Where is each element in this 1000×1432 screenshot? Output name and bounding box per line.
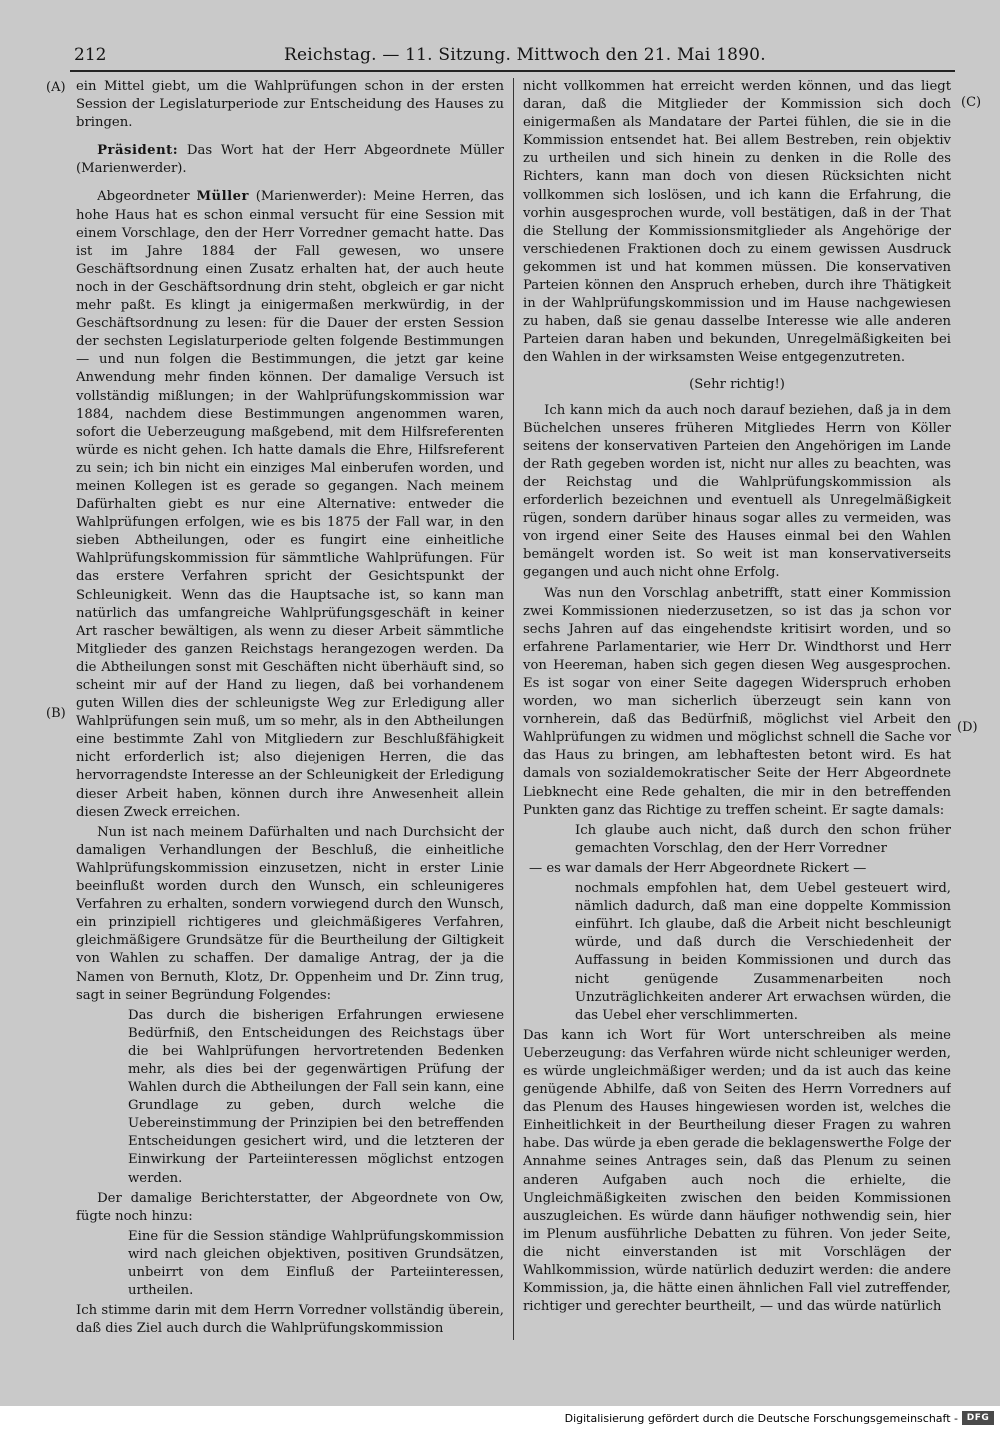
- margin-marker-a: (A): [46, 80, 66, 95]
- paragraph: ein Mittel giebt, um die Wahlprüfungen schon in der ersten Session der Legislaturperiode zur Entscheidung des Hauses zu bringen.: [76, 79, 504, 131]
- paragraph-mueller: [76, 188, 504, 821]
- paragraph-president: [76, 142, 504, 178]
- interjection: (Sehr richtig!): [689, 376, 785, 392]
- paragraph: nicht vollkommen hat erreicht werden können, und das liegt daran, daß die Mitglieder der Kommission sich doch einigermaßen als Mandatare der Partei fühlen, die sie in die Kommission entsendet hat. Bei allem Bestreben, rein objektiv zu urtheilen und sich hinein zu denken in die Rolle des Richters, kann man doch von diesen Rücksichten nicht vollkommen sich loslösen, und ich kann die Erfahrung, die vorhin ausgesprochen wurde, voll bestätigen, daß in der That die Stellung der Kommissionsmitglieder als Angehörige der verschiedenen Fraktionen doch zu einem gewissen Ausdruck gekommen ist und hat kommen müssen. Die konservativen Parteien können den Anspruch erheben, durch ihre Thätigkeit in der Wahlprüfungskommission und im Hause nachgewiesen zu haben, daß sie genau dasselbe Interesse wie alle anderen Parteien daran haben und bekunden, Unregelmäßigkeiten bei den Wahlen in der wirksamsten Weise entgegenzutreten.: [523, 79, 951, 366]
- block-quote: Ich glaube auch nicht, daß durch den schon früher gemachten Vorschlag, den der Herr Vorredner: [575, 822, 951, 856]
- paragraph-text: Das Wort hat der Herr Abgeordnete Müller (Marienwerder).: [76, 143, 504, 177]
- margin-marker-b: (B): [46, 706, 66, 721]
- paragraph: Das kann ich Wort für Wort unterschreiben als meine Ueberzeugung: das Verfahren würde nicht schleuniger werden, es würde ungleichmäßiger werden; und da ist auch das keine genügende Abhilfe, daß von Seiten des Herrn Vorredners auf das Plenum des Hauses hingewiesen worden ist, welches die Einheitlichkeit in der Beurtheilung dieser Fragen zu wahren habe. Das würde ja eben gerade die beklagenswerthe Folge der Annahme seines Antrages sein, daß das Plenum zu seinen anderen Aufgaben auch noch die erhielte, die Ungleichmäßigkeiten zwischen den beiden Kommissionen auszugleichen. Es würde dann häufiger nothwendig sein, hier im Plenum ausführliche Debatten zu führen. Von jeder Seite, die nicht einverstanden ist mit Vorschlägen der Wahlkommission, würde natürlich deduzirt werden: die andere Kommission, ja, die hätte einen ähnlichen Fall viel zutreffender, richtiger und gerechter beurtheilt, — und das würde natürlich: [523, 1027, 951, 1315]
- left-column: [76, 78, 504, 1340]
- running-head: Reichstag. — 11. Sitzung. Mittwoch den 21. Mai 1890.: [284, 45, 766, 65]
- quote-aside: — es war damals der Herr Abgeordnete Rickert —: [529, 860, 867, 876]
- speaker-name: Müller: [196, 189, 249, 205]
- margin-marker-c: (C): [961, 95, 982, 110]
- paragraph: Nun ist nach meinem Dafürhalten und nach Durchsicht der damaligen Verhandlungen der Beschluß, die einheitliche Wahlprüfungskommission einzusetzen, nicht in erster Linie beeinflußt worden durch den Wunsch, ein schleunigeres Verfahren zu erhalten, sondern vorwiegend durch den Wunsch, ein prinzipiell richtigeres und gleichmäßigeres Verfahren, gleichmäßigere Grundsätze für die Beurtheilung der Giltigkeit von Wahlen zu schaffen. Der damalige Antrag, der ja die Namen von Bernuth, Klotz, Dr. Oppenheim und Dr. Zinn trug, sagt in seiner Begründung Folgendes:: [76, 824, 504, 1003]
- column-divider: [513, 78, 514, 1340]
- margin-marker-d: (D): [957, 720, 978, 735]
- page-number: 212: [74, 45, 107, 65]
- paragraph: Was nun den Vorschlag anbetrifft, statt einer Kommission zwei Kommissionen niederzusetzen, so ist das ja schon vor sechs Jahren auf das eingehendste kritisirt worden, und so erfahrene Parlamentarier, wie Herr Dr. Windthorst und Herr von Heereman, haben sich gegen diesen Weg ausgesprochen. Es ist sogar von einer Seite dagegen Widerspruch erhoben worden, wo man sicherlich überzeugt sein kann von vornherein, daß das Bedürfniß, möglichst viel Arbeit den Wahlprüfungen zu widmen und möglichst schnell die Sache vor das Haus zu bringen, am lebhaftesten betont wird. Es hat damals von sozialdemokratischer Seite der Herr Abgeordnete Liebknecht eine Rede gehalten, die mir in den betreffenden Punkten ganz das Richtige zu treffen scheint. Er sagte damals:: [523, 585, 951, 818]
- dfg-logo-icon: DFG: [962, 1411, 994, 1425]
- page-header: [70, 38, 950, 68]
- paragraph-text: (Marienwerder): Meine Herren, das hohe Haus hat es schon einmal versucht für eine Session mit einem Vorschlage, den der Herr Vorredner gemacht hatte. Das ist im Jahre 1884 der Fall gewesen, wo unsere Geschäftsordnung einen Zusatz erhalten hat, der auch heute noch in der Geschäftsordnung drin steht, obgleich er gar nicht mehr paßt. Es klingt ja einigermaßen merkwürdig, in der Geschäftsordnung zu lesen: für die Dauer der ersten Session der sechsten Legislaturperiode gelten folgende Bestimmungen — und nun folgen die Bestimmungen, die jetzt gar keine Anwendung mehr finden können. Der damalige Versuch ist vollständig mißlungen; in der Wahlprüfungskommission war 1884, nachdem diese Bestimmungen angenommen waren, sofort die Ueberzeugung maßgebend, mit dem Hilfsreferenten würde es nicht gehen. Ich hatte damals die Ehre, Hilfsreferent zu sein; ich bin nicht ein einziges Mal einberufen worden, und meinen Kollegen ist es gerade so gegangen. Nach meinem Dafürhalten giebt es nur eine Alternative: entweder die Wahlprüfungen erfolgen, wie es bis 1875 der Fall war, in den sieben Abtheilungen, oder es fungirt eine einheitliche Wahlprüfungskommission für sämmtliche Wahlprüfungen. Für das erstere Verfahren spricht der Gesichtspunkt der Schleunigkeit. Wenn das die Hauptsache ist, so kann man natürlich das umfangreiche Wahlprüfungsgeschäft in keiner Art rascher bewältigen, als wenn zu dieser Arbeit sämmtliche Mitglieder des ganzen Reichstags herangezogen werden. Da die Abtheilungen sonst mit Geschäften nicht überhäuft sind, so scheint mir auf der Hand zu liegen, daß bei vorhandenem guten Willen dies der schleunigste Weg zur Erledigung aller Wahlprüfungen sein muß, um so mehr, als in den Abtheilungen eine bestimmte Zahl von Mitgliedern zur Beschlußfähigkeit nicht erforderlich ist; also diejenigen Herren, die das hervorragendste Interesse an der Schleunigkeit der Erledigung dieser Arbeit haben, können durch ihre Anwesenheit allein diesen Zweck erreichen.: [76, 189, 504, 820]
- block-quote: nochmals empfohlen hat, dem Uebel gesteuert wird, nämlich dadurch, daß man eine doppelte Kommission einführt. Ich glaube, daß die Arbeit nicht beschleunigt würde, und daß durch die Verschiedenheit der Auffassung in beiden Kommissionen und durch das nicht genügende Zusammenarbeiten noch Unzuträglichkeiten anderer Art erwachsen würden, die das Uebel eher verschlimmerten.: [575, 881, 951, 1023]
- header-rule: [70, 70, 955, 72]
- funding-credit: Digitalisierung gefördert durch die Deutsche Forschungsgemeinschaft -: [564, 1412, 958, 1425]
- speaker-name: Präsident:: [97, 143, 179, 159]
- right-column: [523, 78, 951, 1340]
- speaker-prefix: Abgeordneter: [97, 189, 197, 205]
- paragraph: Ich stimme darin mit dem Herrn Vorredner vollständig überein, daß dies Ziel auch durch die Wahlprüfungskommission: [76, 1303, 504, 1337]
- block-quote: Das durch die bisherigen Erfahrungen erwiesene Bedürfniß, den Entscheidungen des Reichstags über die bei Wahlprüfungen hervortretenden Bedenken mehr, als dies bei der gegenwärtigen Prüfung der Wahlen durch die Abtheilungen der Fall sein kann, eine Grundlage zu geben, durch welche die Uebereinstimmung der Prinzipien bei den betreffenden Entscheidungen gesichert wird, und die letzteren der Einwirkung der Parteiinteressen möglichst entzogen werden.: [128, 1007, 504, 1186]
- block-quote: Eine für die Session ständige Wahlprüfungskommission wird nach gleichen objektiven, positiven Grundsätzen, unbeirrt von dem Einfluß der Parteiinteressen, urtheilen.: [128, 1228, 504, 1299]
- paragraph: Der damalige Berichterstatter, der Abgeordnete von Ow, fügte noch hinzu:: [76, 1190, 504, 1224]
- paragraph: Ich kann mich da auch noch darauf beziehen, daß ja in dem Büchelchen unseres früheren Mitgliedes Herrn von Köller seitens der konservativen Parteien den Angehörigen im Lande der Rath gegeben worden ist, nicht nur alles zu beachten, was der Reichstag und die Wahlprüfungskommission als erforderlich bezeichnen und eventuell als Unregelmäßigkeit rügen, sondern darüber hinaus sogar alles zu vermeiden, was von irgend einer Seite des Hauses einmal bei den Wahlen bemängelt worden ist. So weit ist man konservativerseits gegangen und auch nicht ohne Erfolg.: [523, 402, 951, 581]
- footer: [0, 1406, 1000, 1432]
